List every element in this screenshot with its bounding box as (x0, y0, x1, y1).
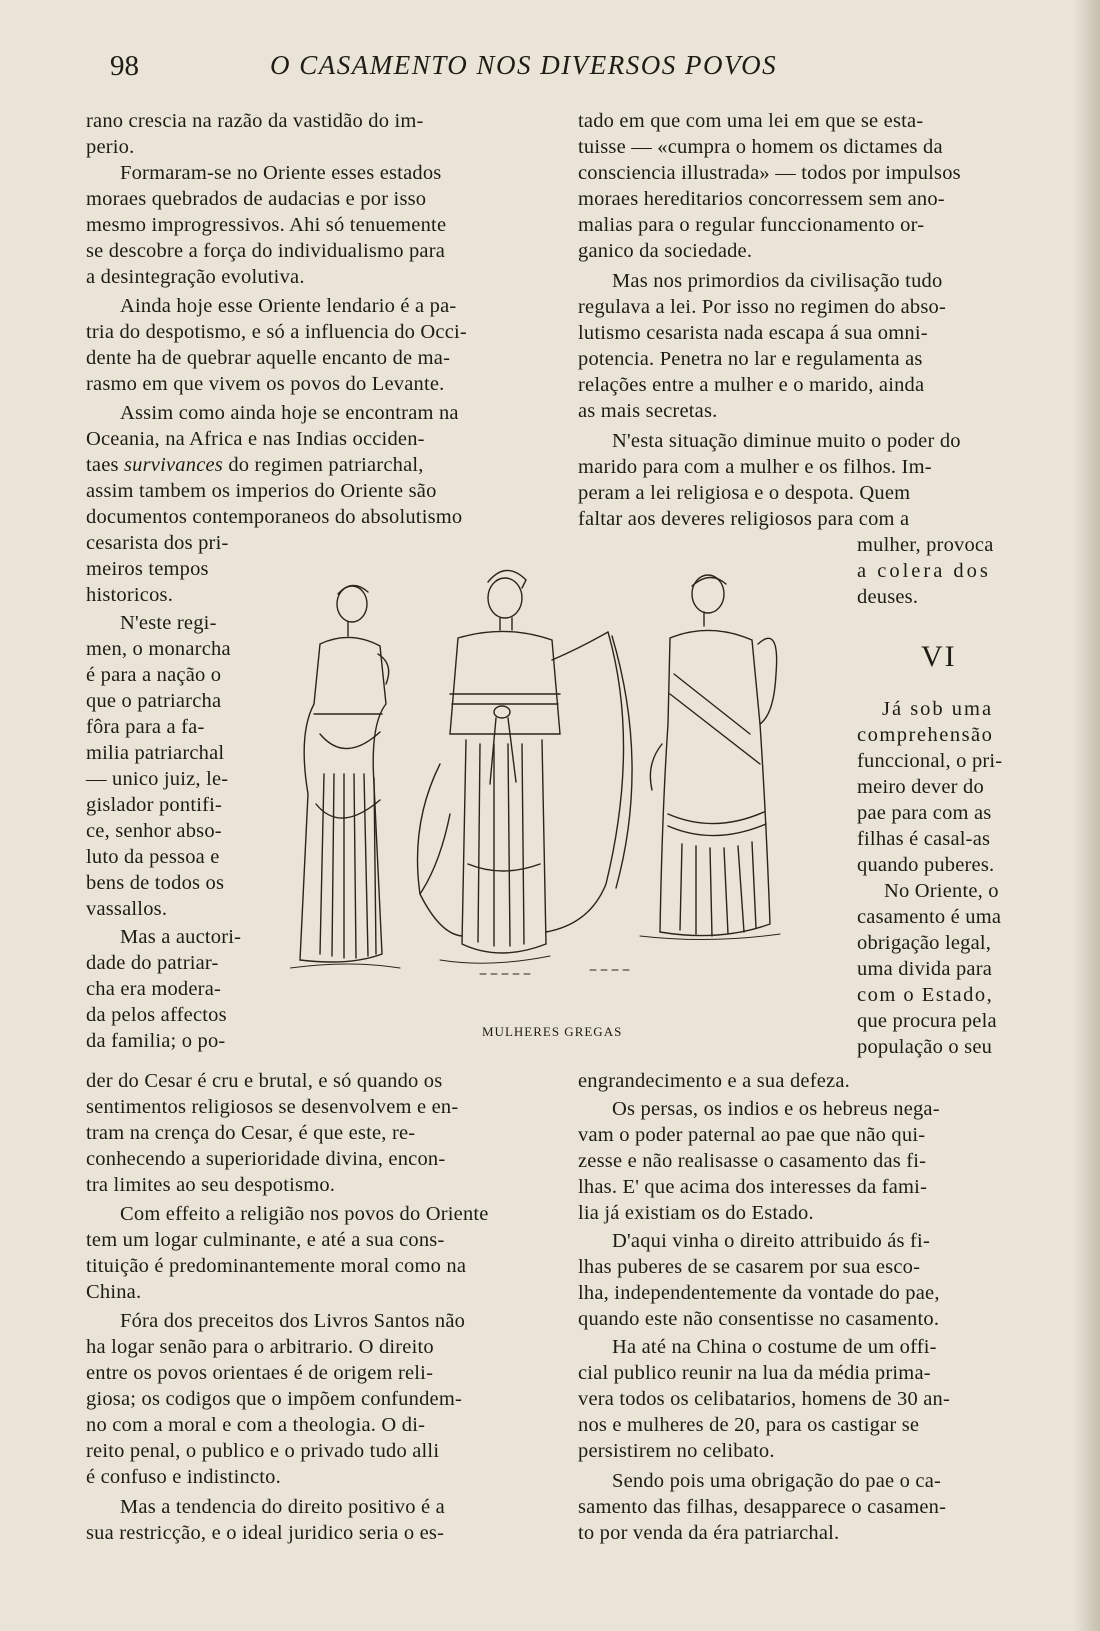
text-line: samento das filhas, desapparece o casamen- (578, 1496, 947, 1518)
text-line: assim tambem os imperios do Oriente são (86, 480, 437, 502)
text-line: meiros tempos (86, 558, 209, 580)
text-line: sentimentos religiosos se desenvolvem e en- (86, 1096, 459, 1118)
text-line: tituição é predominantemente moral como na (86, 1255, 467, 1277)
text-line: se descobre a força do individualismo para (86, 240, 446, 262)
paragraph-start: D'aqui vinha o direito attribuido ás fi- (612, 1230, 930, 1252)
text-line: lia já existiam os do Estado. (578, 1202, 814, 1224)
text-line: historicos. (86, 584, 174, 606)
text-line: men, o monarcha (86, 638, 231, 660)
text-line: peram a lei religiosa e o despota. Quem (578, 482, 911, 504)
text-line: tra limites ao seu despotismo. (86, 1174, 336, 1196)
text-line: pae para com as (857, 802, 992, 824)
text-line: faltar aos deveres religiosos para com a (578, 508, 910, 530)
paragraph-start: N'esta situação diminue muito o poder do (612, 430, 961, 452)
text-line: lhas. E' que acima dos interesses da fami- (578, 1176, 928, 1198)
text-line: ce, senhor abso- (86, 820, 222, 842)
woman-figure-right (650, 575, 776, 936)
text-line (86, 452, 424, 478)
text-line: to por venda da éra patriarchal. (578, 1522, 840, 1544)
text-line: com o Estado, (857, 984, 994, 1006)
paragraph-start: N'este regi- (120, 612, 217, 634)
text-line: filhas é casal-as (857, 828, 991, 850)
text-line: ganico da sociedade. (578, 240, 753, 262)
text-line: moraes quebrados de audacias e por isso (86, 188, 427, 210)
italic-term: survivances (124, 454, 223, 476)
paragraph-start: Sendo pois uma obrigação do pae o ca- (612, 1470, 942, 1492)
text-line: cha era modera- (86, 978, 222, 1000)
text-line: tem um logar culminante, e até a sua cons- (86, 1229, 445, 1251)
text-line: consciencia illustrada» — todos por impulsos (578, 162, 961, 184)
text-line: no com a moral e com a theologia. O di- (86, 1414, 426, 1436)
paragraph-start: Mas nos primordios da civilisação tudo (612, 270, 943, 292)
text-line: lutismo cesarista nada escapa á sua omni- (578, 322, 928, 344)
text-line: ha logar senão para o arbitrario. O direito (86, 1336, 434, 1358)
paragraph-start: Mas a tendencia do direito positivo é a (120, 1496, 445, 1518)
text-line: potencia. Penetra no lar e regulamenta as (578, 348, 923, 370)
text-line: deuses. (857, 586, 919, 608)
text-line: rasmo em que vivem os povos do Levante. (86, 373, 445, 395)
woman-figure-center (418, 570, 633, 953)
text-line: comprehensão (857, 724, 994, 746)
text-line: rano crescia na razão da vastidão do im- (86, 110, 424, 132)
running-title: O CASAMENTO NOS DIVERSOS POVOS (270, 50, 778, 80)
paragraph-start: Assim como ainda hoje se encontram na (120, 402, 459, 424)
text-line: é confuso e indistincto. (86, 1466, 281, 1488)
text-line: luto da pessoa e (86, 846, 220, 868)
text-line: conhecendo a superioridade divina, encon- (86, 1148, 446, 1170)
text-line: marido para com a mulher e os filhos. Im- (578, 456, 932, 478)
text-line: a colera dos (857, 560, 991, 582)
woman-figure-left (300, 585, 389, 962)
text-line: dente ha de quebrar aquelle encanto de ma- (86, 347, 451, 369)
paragraph-start: Formaram-se no Oriente esses estados (120, 162, 442, 184)
text-line: entre os povos orientaes é de origem reli- (86, 1362, 434, 1384)
paragraph-start: Com effeito a religião nos povos do Oriente (120, 1203, 489, 1225)
text-line: Oceania, na Africa e nas Indias occiden- (86, 428, 425, 450)
text-line: cesarista dos pri- (86, 532, 229, 554)
text-fragment: do regimen patriarchal, (228, 454, 424, 476)
text-line: reito penal, o publico e o privado tudo alli (86, 1440, 440, 1462)
illustration-greek-women (290, 564, 820, 1024)
text-line: tria do despotismo, e só a influencia do Occi- (86, 321, 467, 343)
text-line: que o patriarcha (86, 690, 222, 712)
text-line: funccional, o pri- (857, 750, 1003, 772)
figure-caption: MULHERES GREGAS (482, 1024, 623, 1039)
text-line: persistirem no celibato. (578, 1440, 775, 1462)
page-number: 98 (110, 50, 139, 82)
text-line: dade do patriar- (86, 952, 219, 974)
text-line: as mais secretas. (578, 400, 718, 422)
page-edge-shadow (1074, 0, 1100, 1631)
text-line: vera todos os celibatarios, homens de 30 an- (578, 1388, 951, 1410)
text-line: a desintegração evolutiva. (86, 266, 305, 288)
text-line: uma divida para (857, 958, 993, 980)
text-line: lha, independentemente da vontade do pae, (578, 1282, 940, 1304)
text-line: obrigação legal, (857, 932, 992, 954)
text-line: casamento é uma (857, 906, 1002, 928)
text-line: gislador pontifi- (86, 794, 223, 816)
text-line: população o seu (857, 1036, 993, 1058)
text-line: nos e mulheres de 20, para os castigar se (578, 1414, 920, 1436)
text-line: perio. (86, 136, 135, 158)
page-header (0, 50, 1100, 90)
text-line: milia patriarchal (86, 742, 225, 764)
text-line: moraes hereditarios concorressem sem ano- (578, 188, 945, 210)
text-line: der do Cesar é cru e brutal, e só quando os (86, 1070, 443, 1092)
text-line: China. (86, 1281, 142, 1303)
paragraph-start: Ainda hoje esse Oriente lendario é a pa- (120, 295, 457, 317)
text-line: quando puberes. (857, 854, 995, 876)
text-line: tram na crença do Cesar, é que este, re- (86, 1122, 416, 1144)
text-line: vam o poder paternal ao pae que não qui- (578, 1124, 926, 1146)
text-line: fôra para a fa- (86, 716, 205, 738)
paragraph-start: Já sob uma (882, 698, 994, 720)
text-line: mesmo improgressivos. Ahi só tenuemente (86, 214, 447, 236)
text-line: tuisse — «cumpra o homem os dictames da (578, 136, 943, 158)
text-line: sua restricção, e o ideal juridico seria o es- (86, 1522, 445, 1544)
text-line: vassallos. (86, 898, 168, 920)
text-line: meiro dever do (857, 776, 984, 798)
text-line: da familia; o po- (86, 1030, 226, 1052)
text-line: giosa; os codigos que o impõem confundem- (86, 1388, 462, 1410)
text-line: lhas puberes de se casarem por sua esco- (578, 1256, 921, 1278)
paragraph-start: Ha até na China o costume de um offi- (612, 1336, 937, 1358)
paragraph-start: No Oriente, o (884, 880, 999, 902)
text-line: regulava a lei. Por isso no regimen do abso- (578, 296, 947, 318)
paragraph-start: Os persas, os indios e os hebreus nega- (612, 1098, 940, 1120)
text-line: malias para o regular funccionamento or- (578, 214, 925, 236)
text-line: relações entre a mulher e o marido, ainda (578, 374, 925, 396)
text-line: zesse e não realisasse o casamento das fi- (578, 1150, 927, 1172)
text-line: que procura pela (857, 1010, 997, 1032)
text-line: engrandecimento e a sua defeza. (578, 1070, 850, 1092)
paragraph-start: Mas a auctori- (120, 926, 242, 948)
text-line: é para a nação o (86, 664, 222, 686)
engraving-drawing (290, 564, 820, 1024)
section-heading: VI (921, 640, 957, 673)
text-line: documentos contemporaneos do absolutismo (86, 506, 463, 528)
paragraph-start: Fóra dos preceitos dos Livros Santos não (120, 1310, 466, 1332)
text-fragment: taes (86, 454, 119, 476)
text-line: tado em que com uma lei em que se esta- (578, 110, 924, 132)
text-line: bens de todos os (86, 872, 225, 894)
text-line: mulher, provoca (857, 534, 994, 556)
text-line: — unico juiz, le- (86, 768, 229, 790)
text-line: quando este não consentisse no casamento. (578, 1308, 940, 1330)
text-line: cial publico reunir na lua da média prima- (578, 1362, 931, 1384)
text-line: da pelos affectos (86, 1004, 227, 1026)
